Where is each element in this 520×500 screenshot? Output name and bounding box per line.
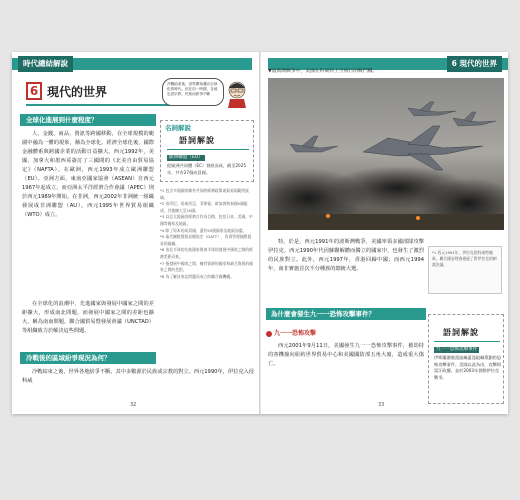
photo-caption: ▼波斯灣戰爭中，美國在科威特上空飛行的戰鬥機。 [268, 69, 378, 74]
teacher-avatar-icon [225, 80, 249, 108]
subheading-911-label: 九一一恐怖攻擊 [274, 330, 317, 337]
glossary-term: 歐洲聯盟（EU） [169, 155, 203, 160]
footnotes [160, 188, 254, 280]
fighter-jets-photo [268, 78, 504, 230]
subheading-911 [266, 328, 316, 337]
paragraph-conflicts: 冷戰結束之後，世界各地紛爭不斷。其中多數源於民族或宗教的對立。西元1990年，伊拉克入侵科威 [22, 369, 254, 384]
glossary-title: 語詞解說 [443, 328, 479, 337]
chapter-number: 6 [26, 82, 42, 100]
glossary-underline [167, 149, 249, 150]
paragraph-globalization: 人、金錢、商品、資訊等跨國移動，在全球規模的範圍中融為一體的現象，稱為全球化。經濟全球化後，國際金融體系與跨國企業的活動日益擴大。西元1992年，美國、加拿大和墨西哥簽訂了三國間的《北美自由貿易協定》（NAFTA）。在歐洲，西元1993年成立歐洲聯盟（EU）。亞洲方面，東南亞國家協會（ASEAN）自西元1967年起成立，而亞洲太平洋經濟合作會議（APEC）則於西元1989年開始。在非洲，西元2002年非洲統一組織發展成非洲聯盟（AU）。西元1995年世界貿易組織（WTO）成立。 [22, 131, 154, 218]
footnote: *5 取代關稅暨貿易總協定（GATT），負責管理國際貿易的組織。 [160, 234, 252, 246]
side-note [428, 246, 502, 294]
footnote: *1 包含多個國家擁有共同的經濟政策或貿易規範的區域。 [160, 188, 250, 200]
header-tag: 時代總結解說 [18, 56, 73, 72]
footnote: *7 指發展中國家之間，擁有資源的國家和缺乏資源的國家之間的差距。 [160, 260, 253, 273]
glossary-box-911 [428, 314, 504, 404]
header-tag: 6 現代的世界 [447, 56, 502, 72]
question-heading-conflicts: 冷戰後的區域紛爭現況為何？ [20, 352, 156, 364]
glossary-box [160, 120, 254, 182]
footnote: *8 為了解決南北問題而成立的聯合國機構。 [160, 273, 234, 279]
footnote: *3 以亞太地區的經濟合作為目標，包括日本、美國、中國等國家及地區。 [160, 214, 253, 226]
book-spread [12, 52, 508, 414]
question-heading-911: 為什麼會發生九一一恐怖攻擊事件？ [266, 308, 426, 320]
footnote: *6 由北半球的先進國家與南半球的發展中國家之間的經濟差距而來。 [160, 247, 253, 259]
chapter-title: 現代的世界 [47, 85, 108, 99]
glossary-text: 從歐洲共同體（EC）發展而成，截至2025年，共有27個成員國。 [167, 163, 247, 175]
paragraph-gulf-war: 特。於是，西元1991年的波斯灣戰爭，美國率領多國部隊攻擊伊拉克。西元1990年代因蘇聯解體而獨立的國家中，也發生了激烈的民族對立。此外，西元1997年，香港回歸中國；而西元1994年，南非實施首次不分種族的總統大選。 [268, 239, 424, 272]
glossary-head: 名詞解說 [165, 124, 191, 132]
footnote: *2 由印尼、馬來西亞、菲律賓、新加坡和泰國5國組成，其後擴大至10國。 [160, 201, 248, 213]
question-heading-globalization: 全球化進展到什麼程度？ [20, 114, 156, 126]
side-note-text: *1 西元1991年，伊拉克從科威特撤軍，聯合國安理會通過了對伊拉克的制裁決議。 [432, 250, 497, 268]
left-page [12, 52, 260, 414]
chapter-rule [26, 104, 176, 106]
right-page [260, 52, 508, 414]
footnote: *4 除了原本的成員國，還有55個國家及地區加盟。 [160, 227, 247, 233]
glossary-title: 語詞解說 [179, 136, 215, 145]
page-number: 32 [130, 402, 137, 408]
page-number: 33 [378, 402, 385, 408]
speech-bubble: 冷戰結束後，世界開始邁向全球化的時代。但在同一時期，各地也因宗教、民族而紛爭不斷 [162, 78, 224, 106]
paragraph-north-south: 在全球化的浪潮中，先進國家與發展中國家之間的差距擴大，形成南北問題，而發展中國家之間的差距也擴大，稱為南南問題。聯合國貿易暨發展會議（UNCTAD）等組織致力於解決這些問題。 [22, 301, 154, 334]
bullet-icon [266, 331, 272, 337]
glossary-underline [434, 341, 500, 342]
glossary-term: 九一一恐怖攻擊事件 [436, 347, 478, 352]
paragraph-911: 西元2001年9月11日，美國發生九一一恐怖攻擊事件，被劫持的客機撞向紐約世界貿易中心和美國國防部五角大廈，造成重大傷亡。 [268, 343, 424, 367]
glossary-text: 伊斯蘭激進派組織蓋達組織策劃的恐怖攻擊事件。美國以此為由，攻擊阿富汗政權，並於2003年發動伊拉克戰爭。 [434, 355, 502, 380]
